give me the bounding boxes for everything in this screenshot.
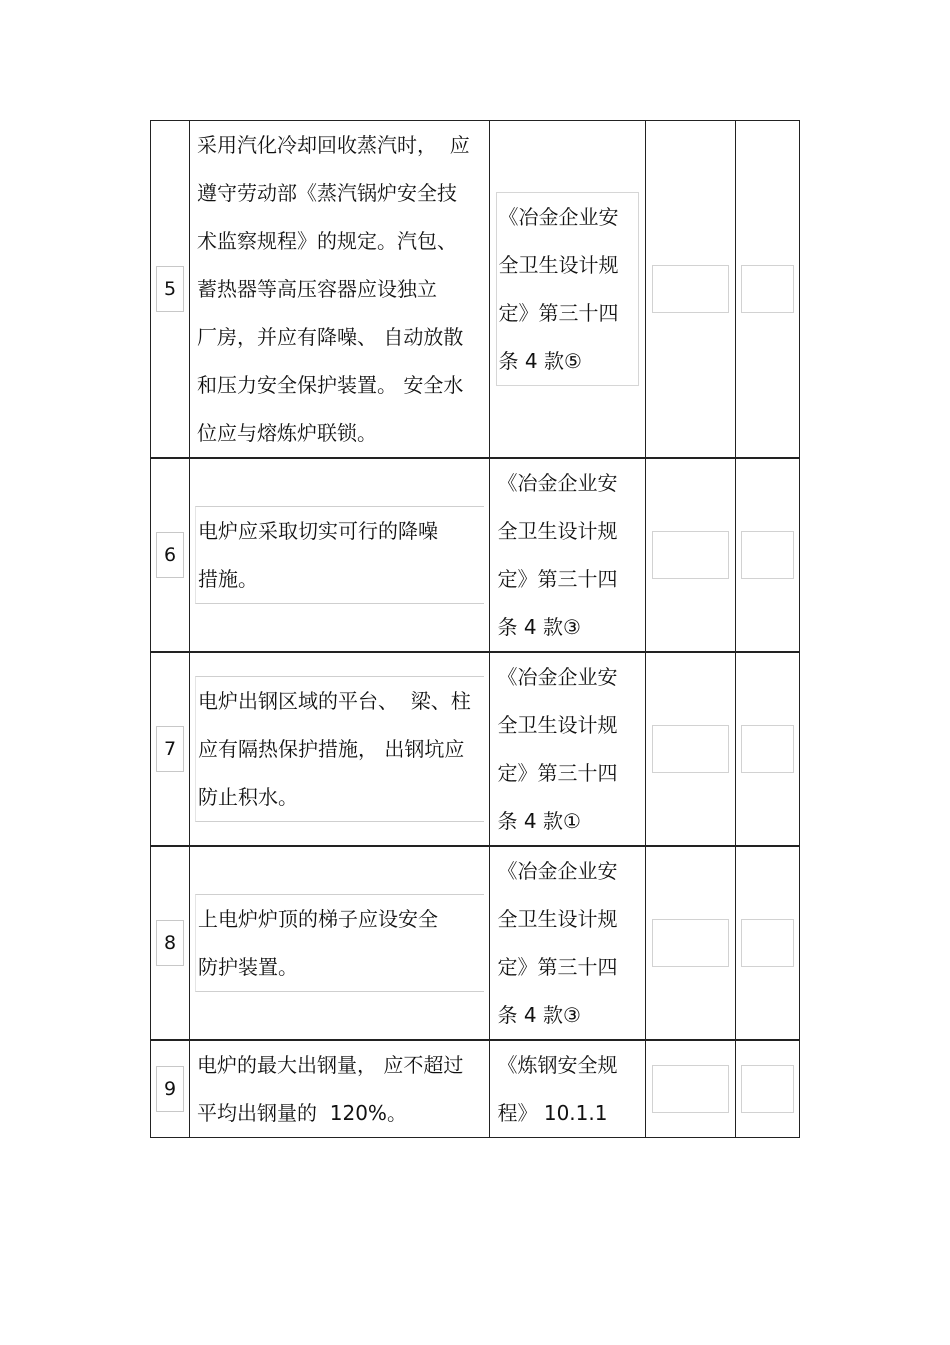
row-number-cell <box>151 121 190 459</box>
requirement-text: 电炉的最大出钢量， 应不超过 平均出钢量的 120%。 <box>197 1053 464 1125</box>
result-field[interactable] <box>652 1065 729 1113</box>
row-number: 6 <box>156 532 184 578</box>
requirement-cell <box>190 846 489 1040</box>
inspection-table <box>150 120 800 1138</box>
result-field[interactable] <box>652 919 729 967</box>
reference-text: 《炼钢安全规 程》 10.1.1 <box>497 1053 618 1125</box>
remark-cell[interactable] <box>735 121 799 459</box>
requirement-text: 电炉出钢区域的平台、 梁、柱 应有隔热保护措施， 出钢坑应 防止积水。 <box>195 676 483 822</box>
table-row <box>151 1040 800 1138</box>
remark-cell[interactable] <box>735 1040 799 1138</box>
table-row <box>151 458 800 652</box>
requirement-cell <box>190 652 489 846</box>
row-number: 9 <box>156 1066 184 1112</box>
requirement-cell <box>190 1040 489 1138</box>
remark-field[interactable] <box>741 1065 794 1113</box>
row-number-cell <box>151 1040 190 1138</box>
reference-text: 《冶金企业安 全卫生设计规 定》第三十四 条 4 款③ <box>497 859 618 1027</box>
remark-field[interactable] <box>741 725 794 773</box>
remark-field[interactable] <box>741 531 794 579</box>
row-number: 7 <box>156 726 184 772</box>
table-row <box>151 846 800 1040</box>
reference-text: 《冶金企业安 全卫生设计规 定》第三十四 条 4 款③ <box>497 471 618 639</box>
table-row <box>151 121 800 459</box>
result-cell[interactable] <box>645 1040 735 1138</box>
result-field[interactable] <box>652 531 729 579</box>
reference-cell <box>489 458 645 652</box>
row-number-cell <box>151 458 190 652</box>
requirement-text: 电炉应采取切实可行的降噪 措施。 <box>195 506 483 604</box>
reference-text: 《冶金企业安 全卫生设计规 定》第三十四 条 4 款① <box>497 665 618 833</box>
table-row <box>151 652 800 846</box>
row-number: 5 <box>156 266 184 312</box>
remark-cell[interactable] <box>735 652 799 846</box>
requirement-text: 采用汽化冷却回收蒸汽时， 应 遵守劳动部《蒸汽锅炉安全技 术监察规程》的规定。汽包、 蓄热器等高压容器应设独立 厂房，并应有降噪、 自动放散 和压力安全保护装置。 安全水 位应与熔炼炉联锁。 <box>197 133 470 445</box>
reference-cell <box>489 121 645 459</box>
result-cell[interactable] <box>645 121 735 459</box>
reference-cell <box>489 1040 645 1138</box>
remark-cell[interactable] <box>735 846 799 1040</box>
reference-text: 《冶金企业安 全卫生设计规 定》第三十四 条 4 款⑤ <box>496 192 639 386</box>
result-field[interactable] <box>652 725 729 773</box>
remark-cell[interactable] <box>735 458 799 652</box>
row-number-cell <box>151 846 190 1040</box>
result-cell[interactable] <box>645 458 735 652</box>
requirement-text: 上电炉炉顶的梯子应设安全 防护装置。 <box>195 894 483 992</box>
remark-field[interactable] <box>741 265 794 313</box>
reference-cell <box>489 652 645 846</box>
result-field[interactable] <box>652 265 729 313</box>
result-cell[interactable] <box>645 652 735 846</box>
row-number: 8 <box>156 920 184 966</box>
reference-cell <box>489 846 645 1040</box>
remark-field[interactable] <box>741 919 794 967</box>
requirement-cell <box>190 458 489 652</box>
row-number-cell <box>151 652 190 846</box>
requirement-cell <box>190 121 489 459</box>
result-cell[interactable] <box>645 846 735 1040</box>
